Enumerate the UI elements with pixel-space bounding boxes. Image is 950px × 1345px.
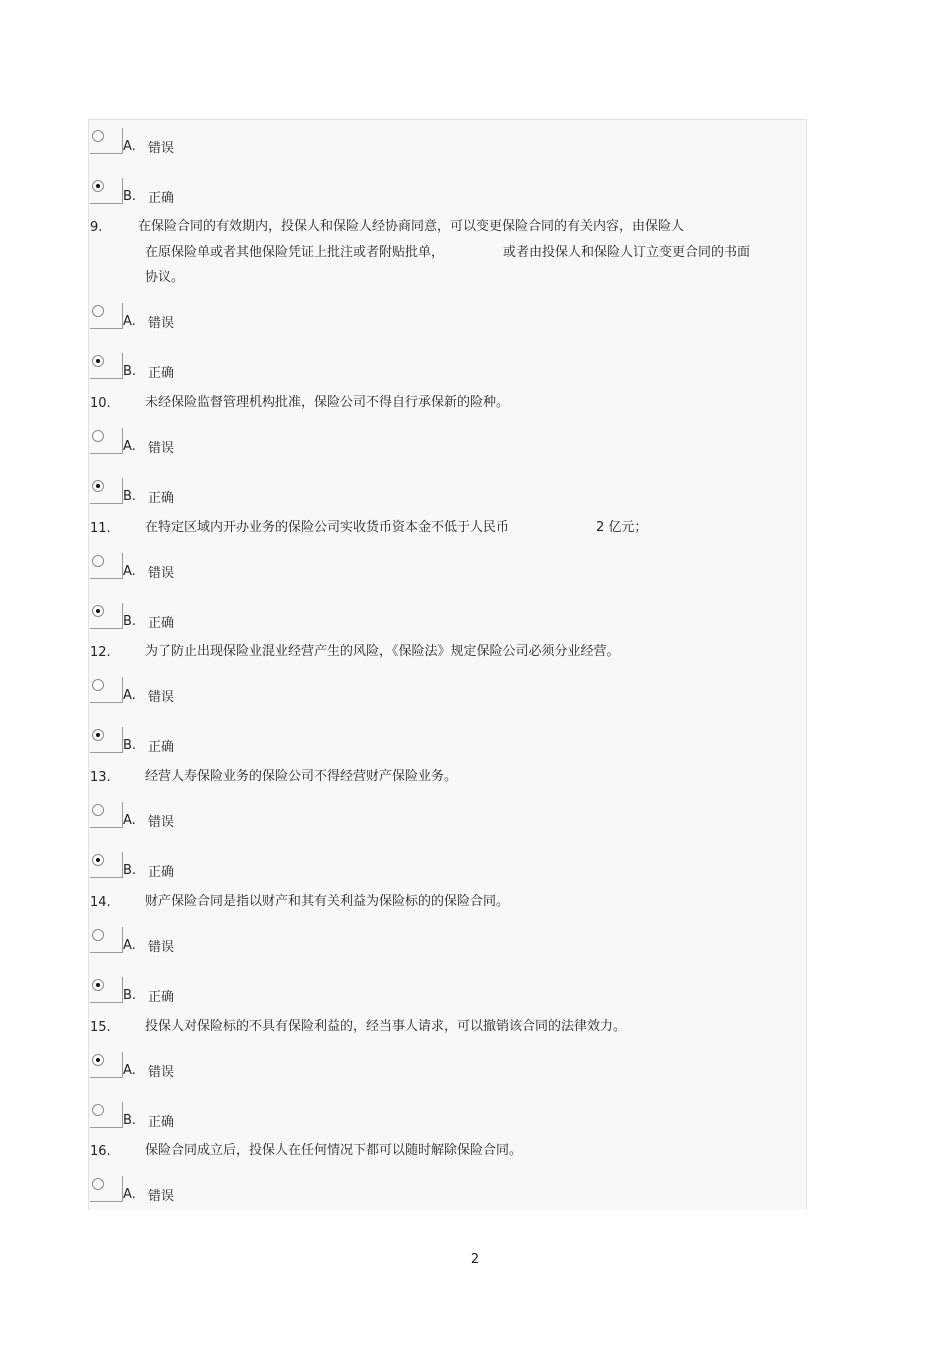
radio-frame [90,927,123,953]
radio-button[interactable] [92,1178,104,1190]
radio-button-selected[interactable] [92,729,104,741]
option-text: 正确 [148,191,175,206]
radio-frame [90,1176,123,1202]
question-number: 12. [90,645,111,660]
option-text: 正确 [148,740,175,755]
radio-frame [90,478,123,504]
option-letter: B. [123,988,137,1003]
question-text: 投保人对保险标的不具有保险利益的，经当事人请求，可以撤销该合同的法律效力。 [145,1019,627,1034]
option-text: 错误 [148,690,175,705]
question-number: 10. [90,396,111,411]
option-letter: A. [123,938,136,953]
option-text: 错误 [148,141,175,156]
radio-frame [90,1052,123,1078]
radio-button[interactable] [92,679,104,691]
radio-button-selected[interactable] [92,1054,104,1066]
option-q11-b[interactable] [90,603,290,633]
option-text: 错误 [148,441,175,456]
option-q14-a[interactable] [90,927,290,957]
question-number: 14. [90,895,111,910]
option-text: 正确 [148,366,175,381]
option-q9-b[interactable] [90,353,290,383]
radio-button[interactable] [92,804,104,816]
radio-button-selected[interactable] [92,605,104,617]
option-q11-a[interactable] [90,553,290,583]
radio-button-selected[interactable] [92,355,104,367]
question-text-line2b: 或者由投保人和保险人订立变更合同的书面 [503,245,751,260]
question-text: 财产保险合同是指以财产和其有关利益为保险标的的保险合同。 [145,894,510,909]
radio-frame [90,353,123,379]
option-letter: A. [123,813,136,828]
option-letter: B. [123,738,137,753]
option-q16-a[interactable] [90,1176,290,1206]
question-text: 为了防止出现保险业混业经营产生的风险，《保险法》规定保险公司必须分业经营。 [145,644,620,659]
option-letter: A. [123,1063,136,1078]
question-text: 保险合同成立后，投保人在任何情况下都可以随时解除保险合同。 [145,1143,523,1158]
option-letter: A. [123,564,136,579]
question-number: 13. [90,770,111,785]
option-q15-b[interactable] [90,1102,290,1132]
option-text: 正确 [148,865,175,880]
option-text: 错误 [148,815,175,830]
option-letter: B. [123,863,137,878]
option-q8-b[interactable] [90,178,290,208]
page-number: 2 [470,1252,480,1267]
option-letter: A. [123,1187,136,1202]
option-letter: A. [123,139,136,154]
option-letter: A. [123,688,136,703]
radio-frame [90,677,123,703]
question-number: 9. [90,220,103,235]
option-text: 正确 [148,616,175,631]
question-text: 在保险合同的有效期内，投保人和保险人经协商同意，可以变更保险合同的有关内容，由保险人 [138,219,685,234]
option-letter: B. [123,1113,137,1128]
option-letter: B. [123,489,137,504]
radio-button[interactable] [92,130,104,142]
radio-frame [90,1102,123,1128]
radio-frame [90,852,123,878]
option-q10-a[interactable] [90,428,290,458]
question-text: 未经保险监督管理机构批准，保险公司不得自行承保新的险种。 [145,395,510,410]
option-text: 正确 [148,990,175,1005]
radio-button-selected[interactable] [92,854,104,866]
option-letter: A. [123,439,136,454]
radio-frame [90,802,123,828]
radio-button-selected[interactable] [92,480,104,492]
option-q10-b[interactable] [90,478,290,508]
option-text: 正确 [148,491,175,506]
question-text: 经营人寿保险业务的保险公司不得经营财产保险业务。 [145,769,458,784]
option-q13-b[interactable] [90,852,290,882]
question-text-line3: 协议。 [145,270,185,285]
radio-button[interactable] [92,430,104,442]
radio-button[interactable] [92,929,104,941]
option-q8-a[interactable] [90,128,290,158]
radio-frame [90,977,123,1003]
option-q9-a[interactable] [90,303,290,333]
radio-button[interactable] [92,305,104,317]
radio-frame [90,303,123,329]
option-text: 错误 [148,1189,175,1204]
radio-button[interactable] [92,555,104,567]
option-letter: B. [123,189,137,204]
radio-frame [90,128,123,154]
question-text: 在特定区域内开办业务的保险公司实收货币资本金不低于人民币 [145,520,510,535]
option-q12-b[interactable] [90,727,290,757]
radio-button-selected[interactable] [92,180,104,192]
option-text: 正确 [148,1115,175,1130]
radio-frame [90,428,123,454]
radio-frame [90,553,123,579]
option-q15-a[interactable] [90,1052,290,1082]
radio-button[interactable] [92,1104,104,1116]
option-q12-a[interactable] [90,677,290,707]
question-number: 16. [90,1144,111,1159]
option-text: 错误 [148,1065,175,1080]
radio-frame [90,178,123,204]
question-text-line2: 在原保险单或者其他保险凭证上批注或者附贴批单， [145,245,445,260]
question-number: 15. [90,1020,111,1035]
option-letter: B. [123,614,137,629]
radio-frame [90,603,123,629]
question-number: 11. [90,521,111,536]
option-letter: B. [123,364,137,379]
radio-frame [90,727,123,753]
question-text-amount: 2 亿元； [596,520,648,535]
option-q14-b[interactable] [90,977,290,1007]
option-q13-a[interactable] [90,802,290,832]
option-text: 错误 [148,566,175,581]
option-text: 错误 [148,940,175,955]
option-letter: A. [123,314,136,329]
radio-button-selected[interactable] [92,979,104,991]
option-text: 错误 [148,316,175,331]
